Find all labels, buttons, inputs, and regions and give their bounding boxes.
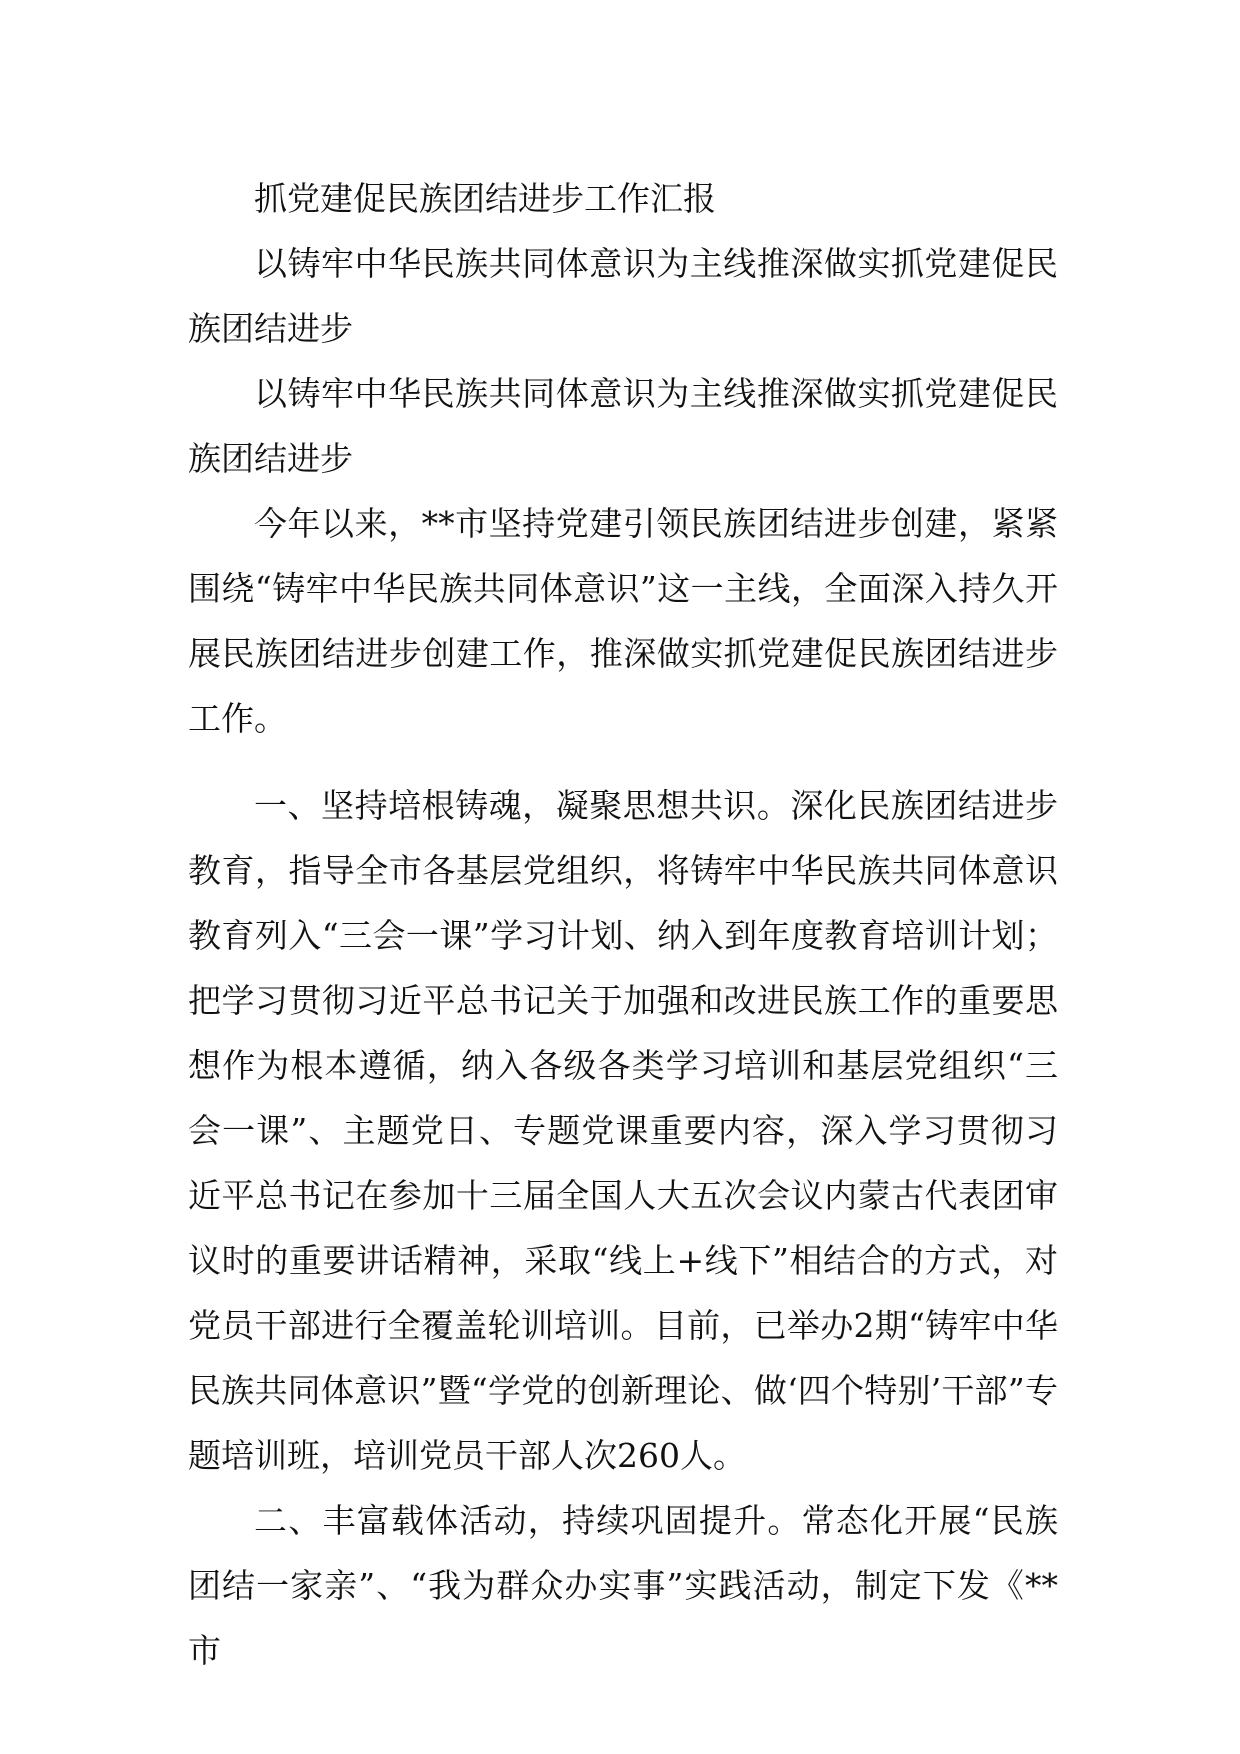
intro-paragraph: 今年以来，**市坚持党建引领民族团结进步创建，紧紧围绕“铸牢中华民族共同体意识”这一主线，全面深入持久开展民族团结进步创建工作，推深做实抓党建促民族团结进步工作。: [188, 504, 1058, 738]
document-title: 抓党建促民族团结进步工作汇报: [254, 179, 716, 218]
section-1-paragraph: 一、坚持培根铸魂，凝聚思想共识。深化民族团结进步教育，指导全市各基层党组织，将铸牢中华民族共同体意识教育列入“三会一课”学习计划、纳入到年度教育培训计划；把学习贯彻习近平总书记关于加强和改进民族工作的重要思想作为根本遵循，纳入各级各类学习培训和基层党组织“三会一课”、主题党日、专题党课重要内容，深入学习贯彻习近平总书记在参加十三届全国人大五次会议内蒙古代表团审议时的重要讲话精神，采取“线上+线下”相结合的方式，对党员干部进行全覆盖轮训培训。目前，已举办2期“铸牢中华民族共同体意识”暨“学党的创新理论、做‘四个特别’干部”专题培训班，培训党员干部人次260人。: [188, 786, 1058, 1475]
section-2-paragraph: 二、丰富载体活动，持续巩固提升。常态化开展“民族团结一家亲”、“我为群众办实事”实践活动，制定下发《**市: [188, 1501, 1058, 1670]
document-subtitle: 以铸牢中华民族共同体意识为主线推深做实抓党建促民族团结进步: [188, 244, 1058, 348]
document-body: [188, 166, 1058, 1683]
document-subtitle-repeat: 以铸牢中华民族共同体意识为主线推深做实抓党建促民族团结进步: [188, 374, 1058, 478]
